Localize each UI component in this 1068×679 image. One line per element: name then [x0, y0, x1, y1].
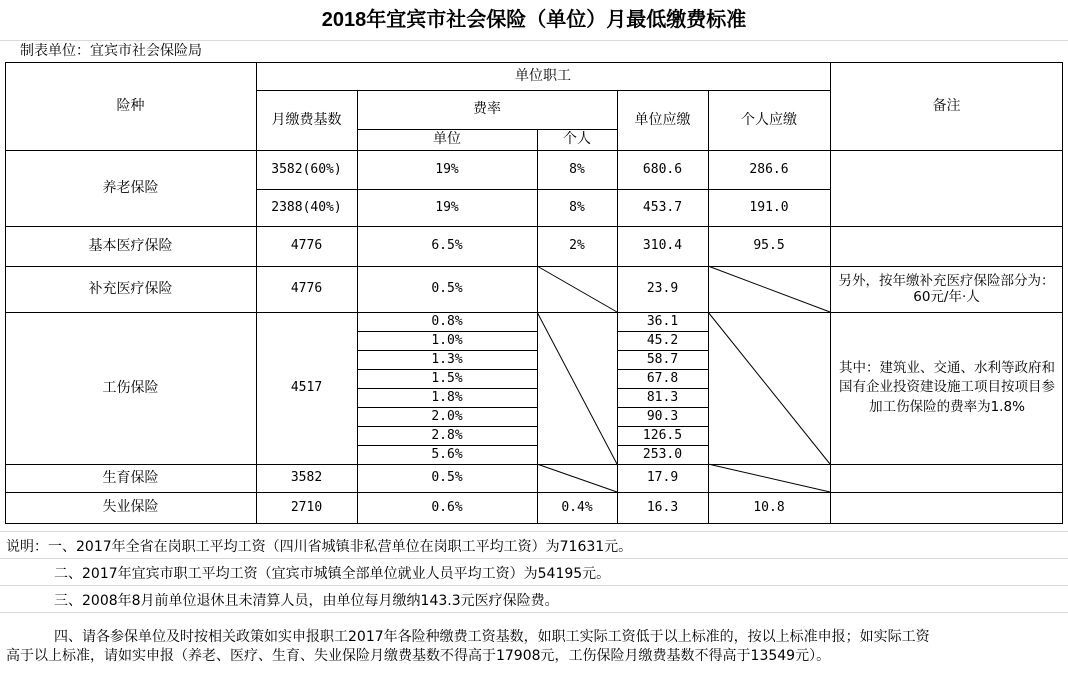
- header-rate-person: 个人: [563, 131, 591, 148]
- pension-person-pay-2: 191.0: [749, 199, 789, 215]
- injury-rate: 2.8%: [431, 427, 463, 443]
- supp-unit-pay: 23.9: [646, 281, 679, 297]
- injury-unit-pay: 126.5: [642, 427, 683, 443]
- row-pension-name: 养老保险: [102, 179, 159, 196]
- pension-unit-pay-2: 453.7: [642, 199, 683, 215]
- injury-unit-pay: 58.7: [646, 351, 679, 367]
- row-injury-name: 工伤保险: [102, 379, 159, 396]
- injury-unit-pay: 81.3: [646, 389, 679, 405]
- unemployment-unit-pay: 16.3: [646, 499, 679, 515]
- maternity-unit-pay: 17.9: [646, 470, 679, 486]
- injury-remark: 其中：建筑业、交通、水利等政府和国有企业投资建设施工项目按项目参加工伤保险的费率为1.8%: [839, 359, 1055, 415]
- injury-rate: 0.8%: [431, 313, 463, 329]
- header-rate: 费率: [473, 101, 501, 118]
- pension-unit-rate-2: 19%: [435, 199, 459, 215]
- injury-unit-pay: 67.8: [646, 370, 679, 386]
- injury-rate: 1.8%: [431, 389, 463, 405]
- injury-unit-pay: 253.0: [642, 446, 683, 462]
- injury-rate: 2.0%: [431, 408, 463, 424]
- unemployment-base: 2710: [290, 499, 323, 515]
- pension-person-rate-1: 8%: [569, 161, 585, 177]
- pension-unit-pay-1: 680.6: [642, 161, 683, 177]
- pension-person-pay-1: 286.6: [749, 161, 789, 177]
- supp-base: 4776: [290, 281, 323, 297]
- medical-person-pay: 95.5: [753, 238, 785, 254]
- pension-person-rate-2: 8%: [569, 199, 585, 215]
- row-unemployment-name: 失业保险: [102, 499, 159, 516]
- injury-rate: 1.5%: [431, 370, 463, 386]
- pension-base-1: 3582(60%): [271, 161, 342, 177]
- medical-unit-pay: 310.4: [642, 238, 683, 254]
- unemployment-person-pay: 10.8: [753, 499, 785, 515]
- maternity-unit-rate: 0.5%: [431, 470, 463, 486]
- header-base: 月缴费基数: [271, 111, 342, 128]
- header-type: 险种: [116, 97, 145, 114]
- injury-unit-pay: 90.3: [646, 408, 679, 424]
- row-maternity-name: 生育保险: [102, 469, 159, 486]
- medical-unit-rate: 6.5%: [431, 238, 463, 254]
- note-4-continued: 高于以上标准，请如实申报（养老、医疗、生育、失业保险月缴费基数不得高于17908元，工伤保险月缴费基数不得高于13549元）。: [6, 648, 831, 664]
- header-unit-pay: 单位应缴: [634, 111, 691, 128]
- note-3: 三、2008年8月前单位退休且未清算人员，由单位每月缴纳143.3元医疗保险费。: [54, 593, 559, 609]
- unemployment-unit-rate: 0.6%: [431, 499, 463, 515]
- header-person-pay: 个人应缴: [741, 111, 797, 128]
- injury-rate: 5.6%: [431, 446, 463, 462]
- note-1: 说明：一、2017年全省在岗职工平均工资（四川省城镇非私营单位在岗职工平均工资）为71631元。: [6, 539, 633, 555]
- injury-rate: 1.0%: [431, 332, 463, 348]
- row-supp-name: 补充医疗保险: [88, 280, 173, 297]
- medical-base: 4776: [290, 238, 323, 254]
- supp-unit-rate: 0.5%: [431, 281, 463, 297]
- page-title: 2018年宜宾市社会保险（单位）月最低缴费标准: [321, 9, 747, 31]
- maternity-base: 3582: [290, 470, 323, 486]
- injury-unit-pay: 45.2: [646, 332, 679, 348]
- medical-person-rate: 2%: [569, 238, 585, 254]
- pension-unit-rate-1: 19%: [435, 161, 459, 177]
- header-rate-unit: 单位: [433, 131, 461, 148]
- injury-unit-pay: 36.1: [646, 313, 679, 329]
- header-remark: 备注: [932, 97, 961, 114]
- injury-base: 4517: [290, 380, 323, 396]
- row-medical-name: 基本医疗保险: [88, 237, 173, 254]
- note-4: 四、请各参保单位及时按相关政策如实申报职工2017年各险种缴费工资基数，如职工实际工资低于以上标准的，按以上标准申报；如实际工资: [54, 629, 930, 645]
- org-line: 制表单位：宜宾市社会保险局: [20, 43, 202, 60]
- pension-base-2: 2388(40%): [271, 199, 342, 215]
- unemployment-person-rate: 0.4%: [561, 499, 593, 515]
- injury-rate: 1.3%: [431, 351, 463, 367]
- supp-remark: 另外，按年缴补充医疗保险部分为：60元/年·人: [838, 272, 1055, 305]
- header-employee: 单位职工: [515, 67, 571, 84]
- note-2: 二、2017年宜宾市职工平均工资（宜宾市城镇全部单位就业人员平均工资）为54195元。: [54, 566, 611, 582]
